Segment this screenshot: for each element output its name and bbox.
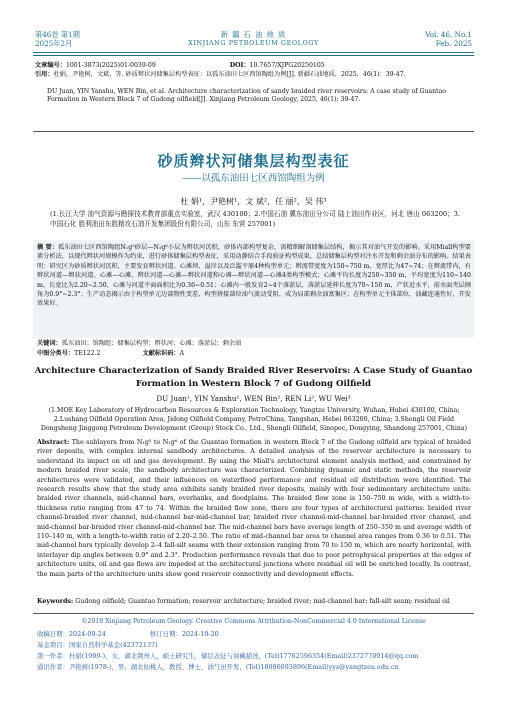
corresponding-author-line (37, 663, 471, 672)
issue-date-cn: 2025年2月 (35, 39, 73, 48)
keywords-cn-label: 关键词： (37, 340, 62, 347)
clc-code: TE122.2 (74, 350, 101, 357)
fund-text: 国家自然科学基金(42372137) (68, 641, 158, 649)
journal-name-cn: 新 疆 石 油 地 质 (220, 30, 287, 39)
fund-label: 基金项目： (37, 641, 69, 649)
abstract-cn-label: 摘 要： (37, 244, 58, 251)
dates-line (37, 630, 471, 639)
keywords-cn-text: 孤东油田；馆陶组；储集层构型；辫状河；心滩；落淤层；剩余油 (61, 340, 242, 347)
corresponding-author-text: 尹艳树(1978-)，男，湖北仙桃人，教授，博士，油气田开发，(Tel)18086093896(Email)yys@yangtzeu.edu.cn (68, 663, 399, 671)
corresponding-author-label: 通讯作者： (37, 663, 69, 671)
footer-rule (33, 613, 474, 614)
header-rule (33, 52, 474, 53)
affiliation-cn: (1.长江大学 油气资源与勘探技术教育部重点实验室，武汉 430100；2.中国石油 冀东油田分公司 陆上油田作业区，河北 唐山 063200；3.中国石化 胜利油田东胜精攻石油开发集团股份有限公司，山东 东营 257001) (50, 210, 460, 228)
first-author-text: 杜娟(1999-)，女，湖北荆州人，硕士研究生，储层表征与油藏描述，(Tel)17762596354(Email)2372770914@qq.com (68, 652, 419, 660)
article-no-label: 文章编号： (35, 62, 66, 69)
first-author-label: 第一作者： (37, 652, 69, 660)
abstract-en (37, 438, 471, 579)
keywords-en-label: Keywords: (37, 598, 74, 605)
received-date: 2024-09-24 (68, 630, 106, 638)
affiliation-en: (1.MOE Key Laboratory of Hydrocarbon Resources & Exploration Technology, Yangtze University, Wuhan, Hubei 430100, China; 2.Lushang Oilfield Operation Area, Jidong Oilfield Company, PetroChina, Tangshan, Hebei 063200, China; 3.Shengli Oil Field Dongsheng Jinggong Petroleum Development (Group) Stock Co., Ltd., Shengli Oilfield, Sinopec, Dongying, Shandong 257001, China) (40, 407, 468, 433)
volume-en: Vol. 46, No.1 (425, 30, 472, 39)
classification (37, 349, 471, 358)
abstract-cn (37, 243, 471, 309)
volume-issue-cn: 第46卷 第1期 (35, 30, 80, 39)
doc-code-label: 文献标识码： (142, 350, 180, 357)
authors-en: DU Juan¹, YIN Yanshu¹, WEN Bin², REN Li², WU Wei³ (156, 394, 351, 403)
revised-date: 2024-10-20 (181, 630, 219, 638)
abstract-cn-text: 孤东油田七区西馆陶组N₁g⁵砂层—N₁g⁶小层为辫状河沉积，砂体内部构型复杂，需精细解剖储集层结构，揭示其对油气开发的影响。采用Miall构型要素分析法，以现代辫状河规模作为约束，进行砂体储集层构型表征，采用动静结合手段验证构型成果，总结储集层构型对注水开发和剩余油分布的影响。结果表明：研究区为砂质辫状河沉积，主要发育辫状河道、心滩坝、溢岸以及泛滥平原4种构型单元；辫流带宽度为150~750 m，宽厚比为47~74；在辫流带内，有辫状河道—辫状河道、心滩—心滩、辫状河道—心滩—辫状河道和心滩—辫状河道—心滩4类构型模式；心滩平均长度为250~350 m，平均宽度为110~140 m，长宽比为2.20~2.50，心滩与河道平面面积比为0.36~0.51；心滩内一般发育2~4个落淤层，落淤层延伸长度为70~150 m，产状近水平，前水面夹层倾角为0.9°~2.3°；生产动态揭示由于构型单元边部物性变差，构型拼接部位油气流动受阻，成为局部剩余油富集区；在构型单元主体部位，油藏连通性好，开发效果好。 (37, 244, 471, 308)
clc-label: 中图分类号： (37, 350, 75, 357)
revised-label: 修订日期： (149, 630, 182, 638)
abstract-en-text: The sublayers from N₁g⁵ to N₁g⁶ of the Guantao formation in western Block 7 of the Gudong oilfield are typical of braided river deposits, with complex internal sandbody architectures. A detailed analysis of the reservoir architecture is necessary to understand its impact on oil and gas development. By using the Miall's architectural element analysis method, and constrained by modern braided river scale, the sandbody architecture was characterized. Combining dynamic and static methods, the reservoir architectures were validated, and their influences on waterflood performance and residual oil distribution were identified. The research results show that the study area exhibits sandy braided river deposits, mainly with four sedimentary architecture units: braided river channels, mid-channel bars, overbanks, and floodplains. The braided flow zone is 150–750 m wide, with a width-to-thickness ratio ranging from 47 to 74. Within the braided flow zone, there are four types of architectural patterns: braided river channel-braided river channel, mid-channel bar-mid-channel bar, braided river channel-mid-channel bar-braided river channel, and mid-channel bar-braided river channel-mid-channel bar. The mid-channel bars have average length of 250–350 m and average width of 110–140 m, with a length-to-width ratio of 2.20–2.50. The ratio of mid-channel bar area to channel area ranges from 0.36 to 0.51. The mid-channel bars typically develop 2–4 fall-silt seams with their extension ranging from 70 to 150 m, which are nearly horizontal, with interlayer dip angles between 0.9° and 2.3°. Production performance reveals that due to poor petrophysical properties at the edges of architecture units, oil and gas flows are impeded at the architectural junctions where residual oil will be enriched locally. In contrast, the main parts of the architecture units show good reservoir connectivity and development effects. (37, 439, 471, 578)
doi-label: DOI： (229, 62, 250, 69)
cite-cn-text: 杜娟，尹艳树，文斌，等. 砂质辫状河储集层构型表征：以孤东油田七区西馆陶组为例[J]. 新疆石油地质，2025，46(1)：39-47. (53, 71, 406, 78)
article-ids (35, 62, 475, 70)
journal-name-en: XINJIANG PETROLEUM GEOLOGY (188, 39, 319, 47)
keywords-cn (37, 339, 471, 348)
first-author-line (37, 652, 471, 661)
article-subtitle-cn: ——以孤东油田七区西馆陶组为例 (182, 173, 325, 184)
keywords-en (37, 597, 471, 606)
copyright-line: ©2018 Xinjiang Petroleum Geology. Creative Commons Attribution-NonCommercial 4.0 International License (81, 618, 426, 625)
article-no: 1001-3873(2025)01-0039-09 (65, 62, 156, 69)
citation-cn (35, 71, 475, 79)
issue-date-en: Feb. 2025 (435, 39, 472, 48)
doi: 10.7657/XJPG20250105 (249, 62, 325, 69)
cite-label: 引用： (35, 71, 54, 78)
citation-divider (33, 131, 474, 132)
article-title-cn: 砂质辫状河储集层构型表征 (157, 152, 350, 170)
citation-en: DU Juan, YIN Yanshu, WEN Bin, et al. Architecture characterization of sandy braided river reservoirs: A case study of Guantao Formation in Western Block 7 of Gudong oilfield[J]. Xinjiang Petroleum Geology, 2025, 46(1): 39-47. (47, 88, 447, 104)
abstract-en-label: Abstract: (37, 439, 70, 446)
doc-code: A (179, 350, 185, 357)
header-rule-thin (33, 55, 474, 56)
received-label: 收稿日期： (37, 630, 69, 638)
article-title-en: Architecture Characterization of Sandy Braided River Reservoirs: A Case Study of Guantao Formation in Western Block 7 of Gudong Oilfield (34, 366, 473, 389)
fund-line (37, 641, 471, 650)
volume-issue-en (425, 30, 472, 48)
keywords-en-text: Gudong oilfield; Guantao formation; reservoir architecture; braided river; mid-channel bar; fall-silt seam; residual oil (75, 598, 450, 605)
authors-cn: 杜 娟¹，尹艳树¹，文 斌²，任 丽²，吴 伟³ (180, 197, 327, 206)
